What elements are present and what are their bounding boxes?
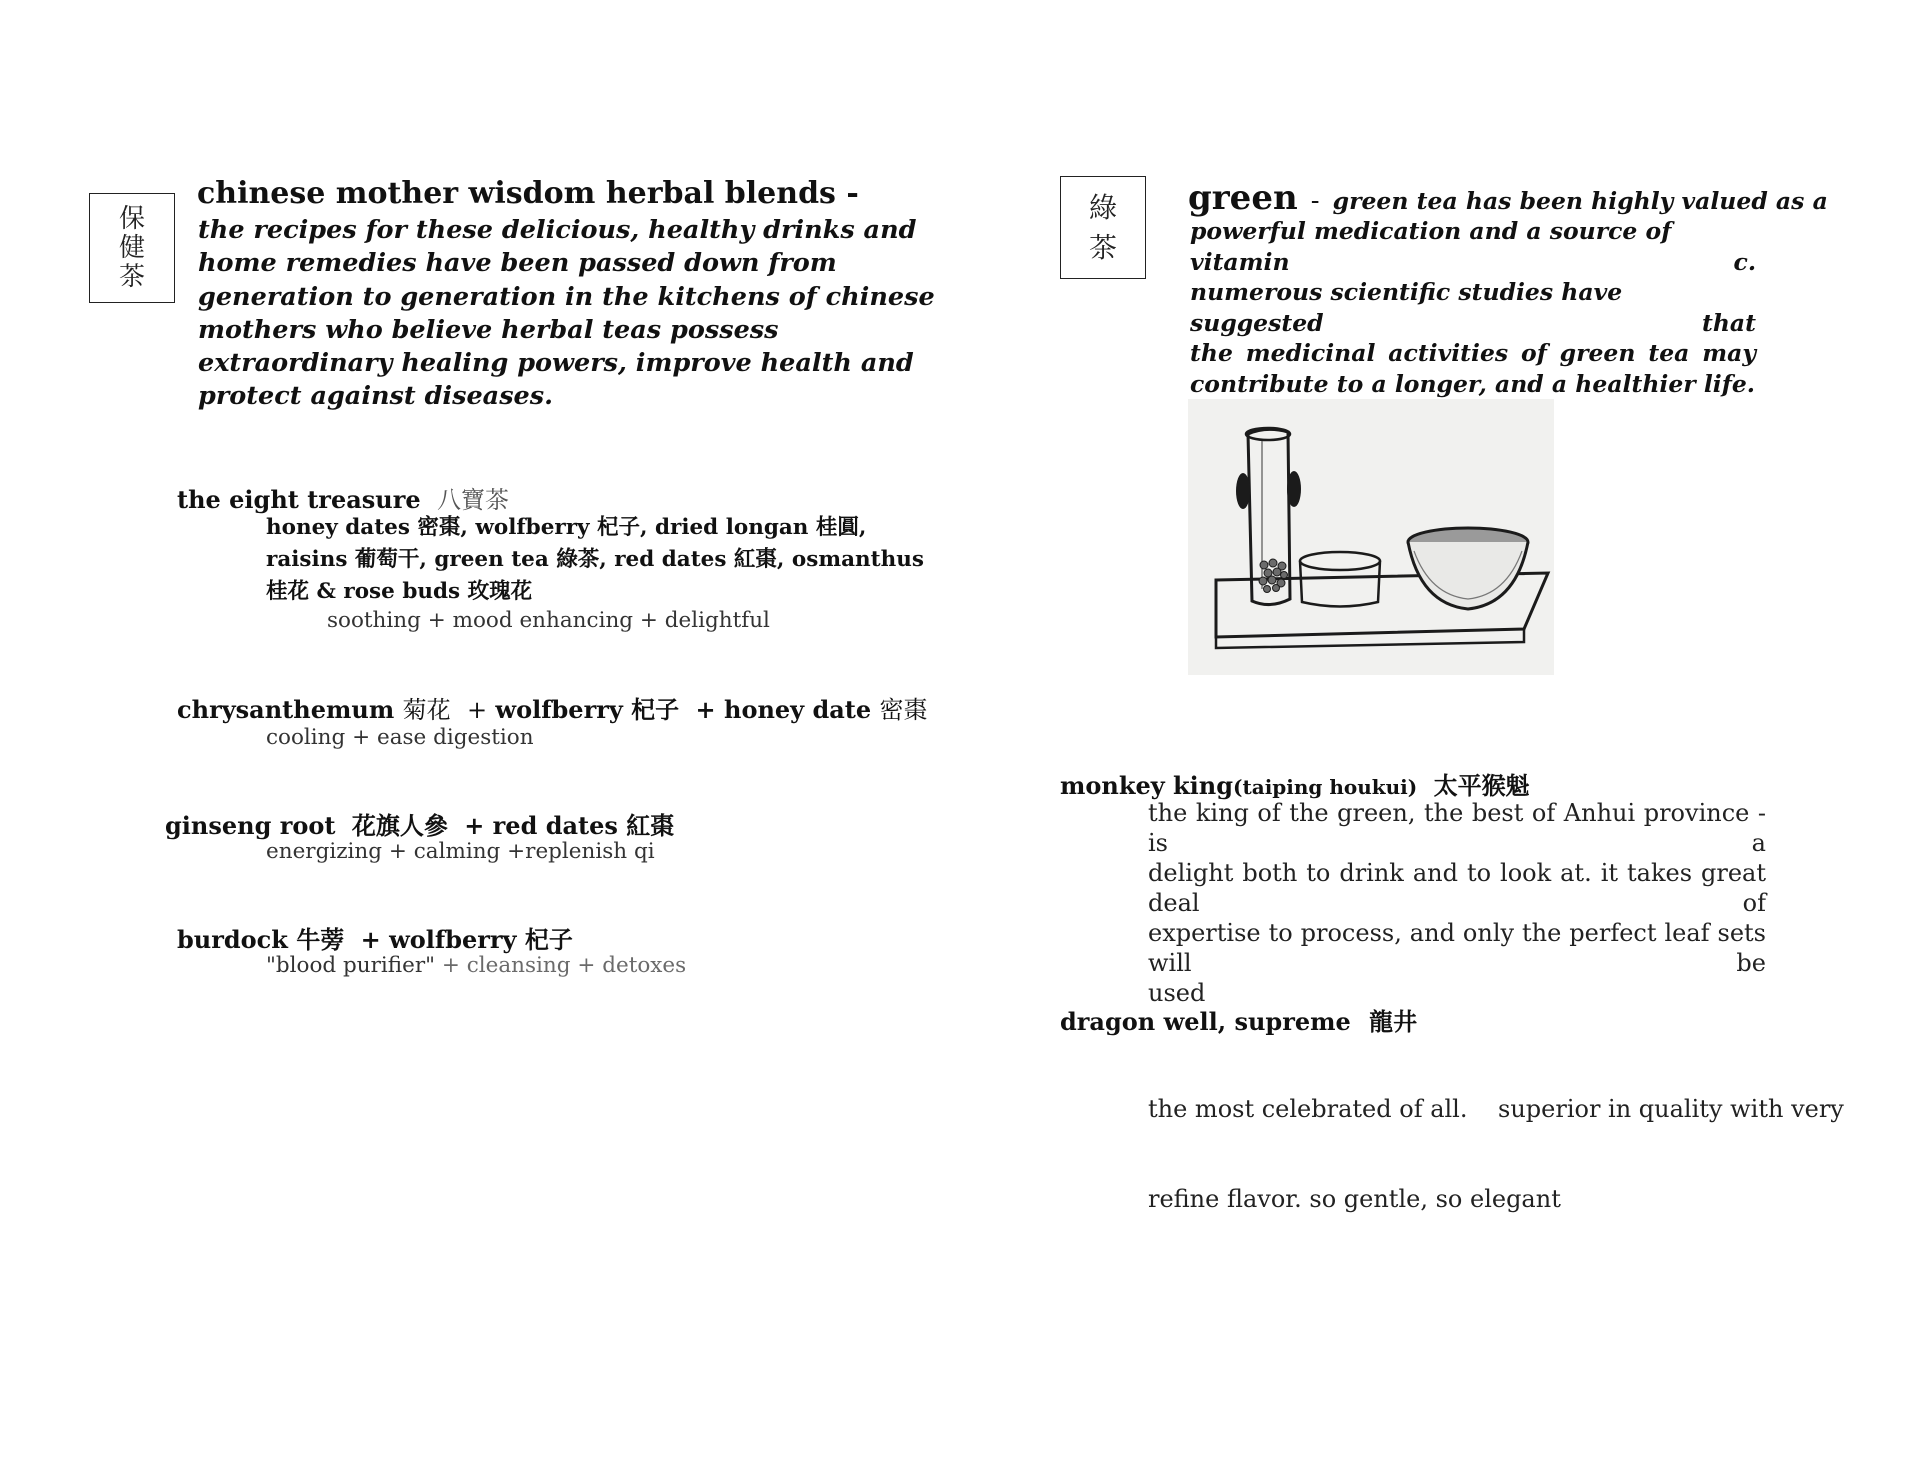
ginseng-name-cn: 花旗人參 [351, 811, 448, 840]
wolfberry-name-cn: 杞子 [631, 695, 680, 724]
monkey-king-description [1148, 798, 1766, 1008]
plus-sign: + [360, 925, 381, 954]
ingredient-line: honey dates 密棗, wolfberry 杞子, dried longan 桂圓, [266, 515, 867, 540]
wolfberry-name-cn: 杞子 [524, 925, 573, 954]
monkey-king-name-paren: (taiping houkui) [1233, 775, 1418, 799]
herbal-intro-line: mothers who believe herbal teas possess [198, 314, 779, 345]
chrysanthemum-benefits: cooling + ease digestion [266, 725, 534, 750]
herbal-intro-line: the recipes for these delicious, healthy drinks and [198, 215, 917, 245]
plus-sign: + [464, 811, 485, 840]
description-line: the king of the green, the best of Anhui province - is a [1148, 799, 1766, 857]
description-line: delight both to drink and to look at. it takes great deal of [1148, 859, 1766, 917]
ingredient-line: raisins 葡萄干, green tea 綠茶, red dates 紅棗, osmanthus [266, 547, 924, 572]
herbal-intro [198, 214, 935, 414]
green-intro-line: powerful medication and a source of vitamin c. [1190, 217, 1756, 276]
eight-treasure-title [177, 480, 509, 515]
green-stamp-char: 綠 [1088, 190, 1117, 224]
ginseng-benefits: energizing + calming +replenish qi [266, 839, 655, 864]
burdock-name-cn: 牛蒡 [296, 925, 345, 954]
herbal-stamp-char: 保 [118, 203, 145, 234]
tea-set-illustration [1188, 399, 1554, 675]
herbal-intro-line: protect against diseases. [198, 381, 554, 412]
plus-sign: + [466, 696, 488, 724]
red-dates-name: red dates [492, 811, 618, 840]
eight-treasure-ingredients [266, 512, 924, 608]
infuser-handle-right [1287, 471, 1301, 507]
wolfberry-name: wolfberry [495, 695, 623, 724]
green-stamp [1060, 176, 1146, 279]
green-intro-line: contribute to a longer, and a healthier life. [1190, 369, 1755, 398]
wolfberry-name: wolfberry [389, 925, 517, 954]
herbal-stamp [89, 193, 175, 303]
green-stamp-char: 茶 [1088, 230, 1117, 264]
honey-date-name-cn: 密棗 [879, 696, 928, 724]
burdock-benefit-main: "blood purifier" [266, 953, 436, 978]
herbal-heading: chinese mother wisdom herbal blends - [197, 176, 859, 211]
green-intro-line: numerous scientific studies have suggested that [1190, 278, 1756, 337]
red-dates-name-cn: 紅棗 [626, 811, 675, 840]
plus-sign: + [695, 695, 716, 724]
eight-treasure-name: the eight treasure [177, 485, 421, 514]
herbal-stamp-char: 茶 [118, 261, 145, 292]
chrysanthemum-name: chrysanthemum [177, 695, 395, 724]
monkey-king-name: monkey king [1060, 771, 1234, 800]
monkey-king-name-cn: 太平猴魁 [1433, 771, 1530, 800]
eight-treasure-name-cn: 八寶茶 [437, 486, 510, 514]
burdock-title [177, 920, 573, 955]
eight-treasure-benefits: soothing + mood enhancing + delightful [327, 608, 770, 633]
burdock-benefit-rest: + cleansing + detoxes [435, 953, 687, 978]
green-intro [1190, 216, 1756, 399]
description-line: used [1148, 979, 1206, 1007]
dragon-well-name-cn: 龍井 [1369, 1007, 1418, 1036]
green-heading-line [1188, 178, 1828, 218]
green-intro-first: green tea has been highly valued as a [1332, 187, 1828, 215]
description-line: refine flavor. so gentle, so elegant [1148, 1185, 1561, 1213]
dragon-well-description [1148, 1034, 1844, 1244]
herbal-intro-line: generation to generation in the kitchens of chinese [198, 281, 935, 312]
green-intro-line: the medicinal activities of green tea may [1190, 339, 1756, 367]
ginseng-name: ginseng root [165, 811, 336, 840]
herbal-intro-line: home remedies have been passed down from [198, 248, 837, 279]
herbal-stamp-char: 健 [118, 232, 145, 263]
infuser-handle-left [1236, 473, 1250, 509]
monkey-king-title [1060, 766, 1530, 801]
burdock-benefits [266, 953, 686, 978]
description-line: the most celebrated of all. superior in quality with very [1148, 1095, 1844, 1123]
description-line: expertise to process, and only the perfect leaf sets will be [1148, 919, 1766, 977]
honey-date-name: honey date [724, 695, 872, 724]
ginseng-title [165, 806, 674, 841]
ingredient-line: 桂花 & rose buds 玫瑰花 [266, 579, 533, 604]
burdock-name: burdock [177, 925, 288, 954]
chrysanthemum-title [177, 690, 928, 725]
heading-dash: - [1310, 186, 1320, 216]
dragon-well-name: dragon well, supreme [1060, 1007, 1351, 1036]
green-heading: green [1188, 178, 1298, 218]
dragon-well-title [1060, 1002, 1417, 1037]
herbal-intro-line: extraordinary healing powers, improve health and [198, 348, 914, 379]
chrysanthemum-name-cn: 菊花 [402, 696, 451, 724]
